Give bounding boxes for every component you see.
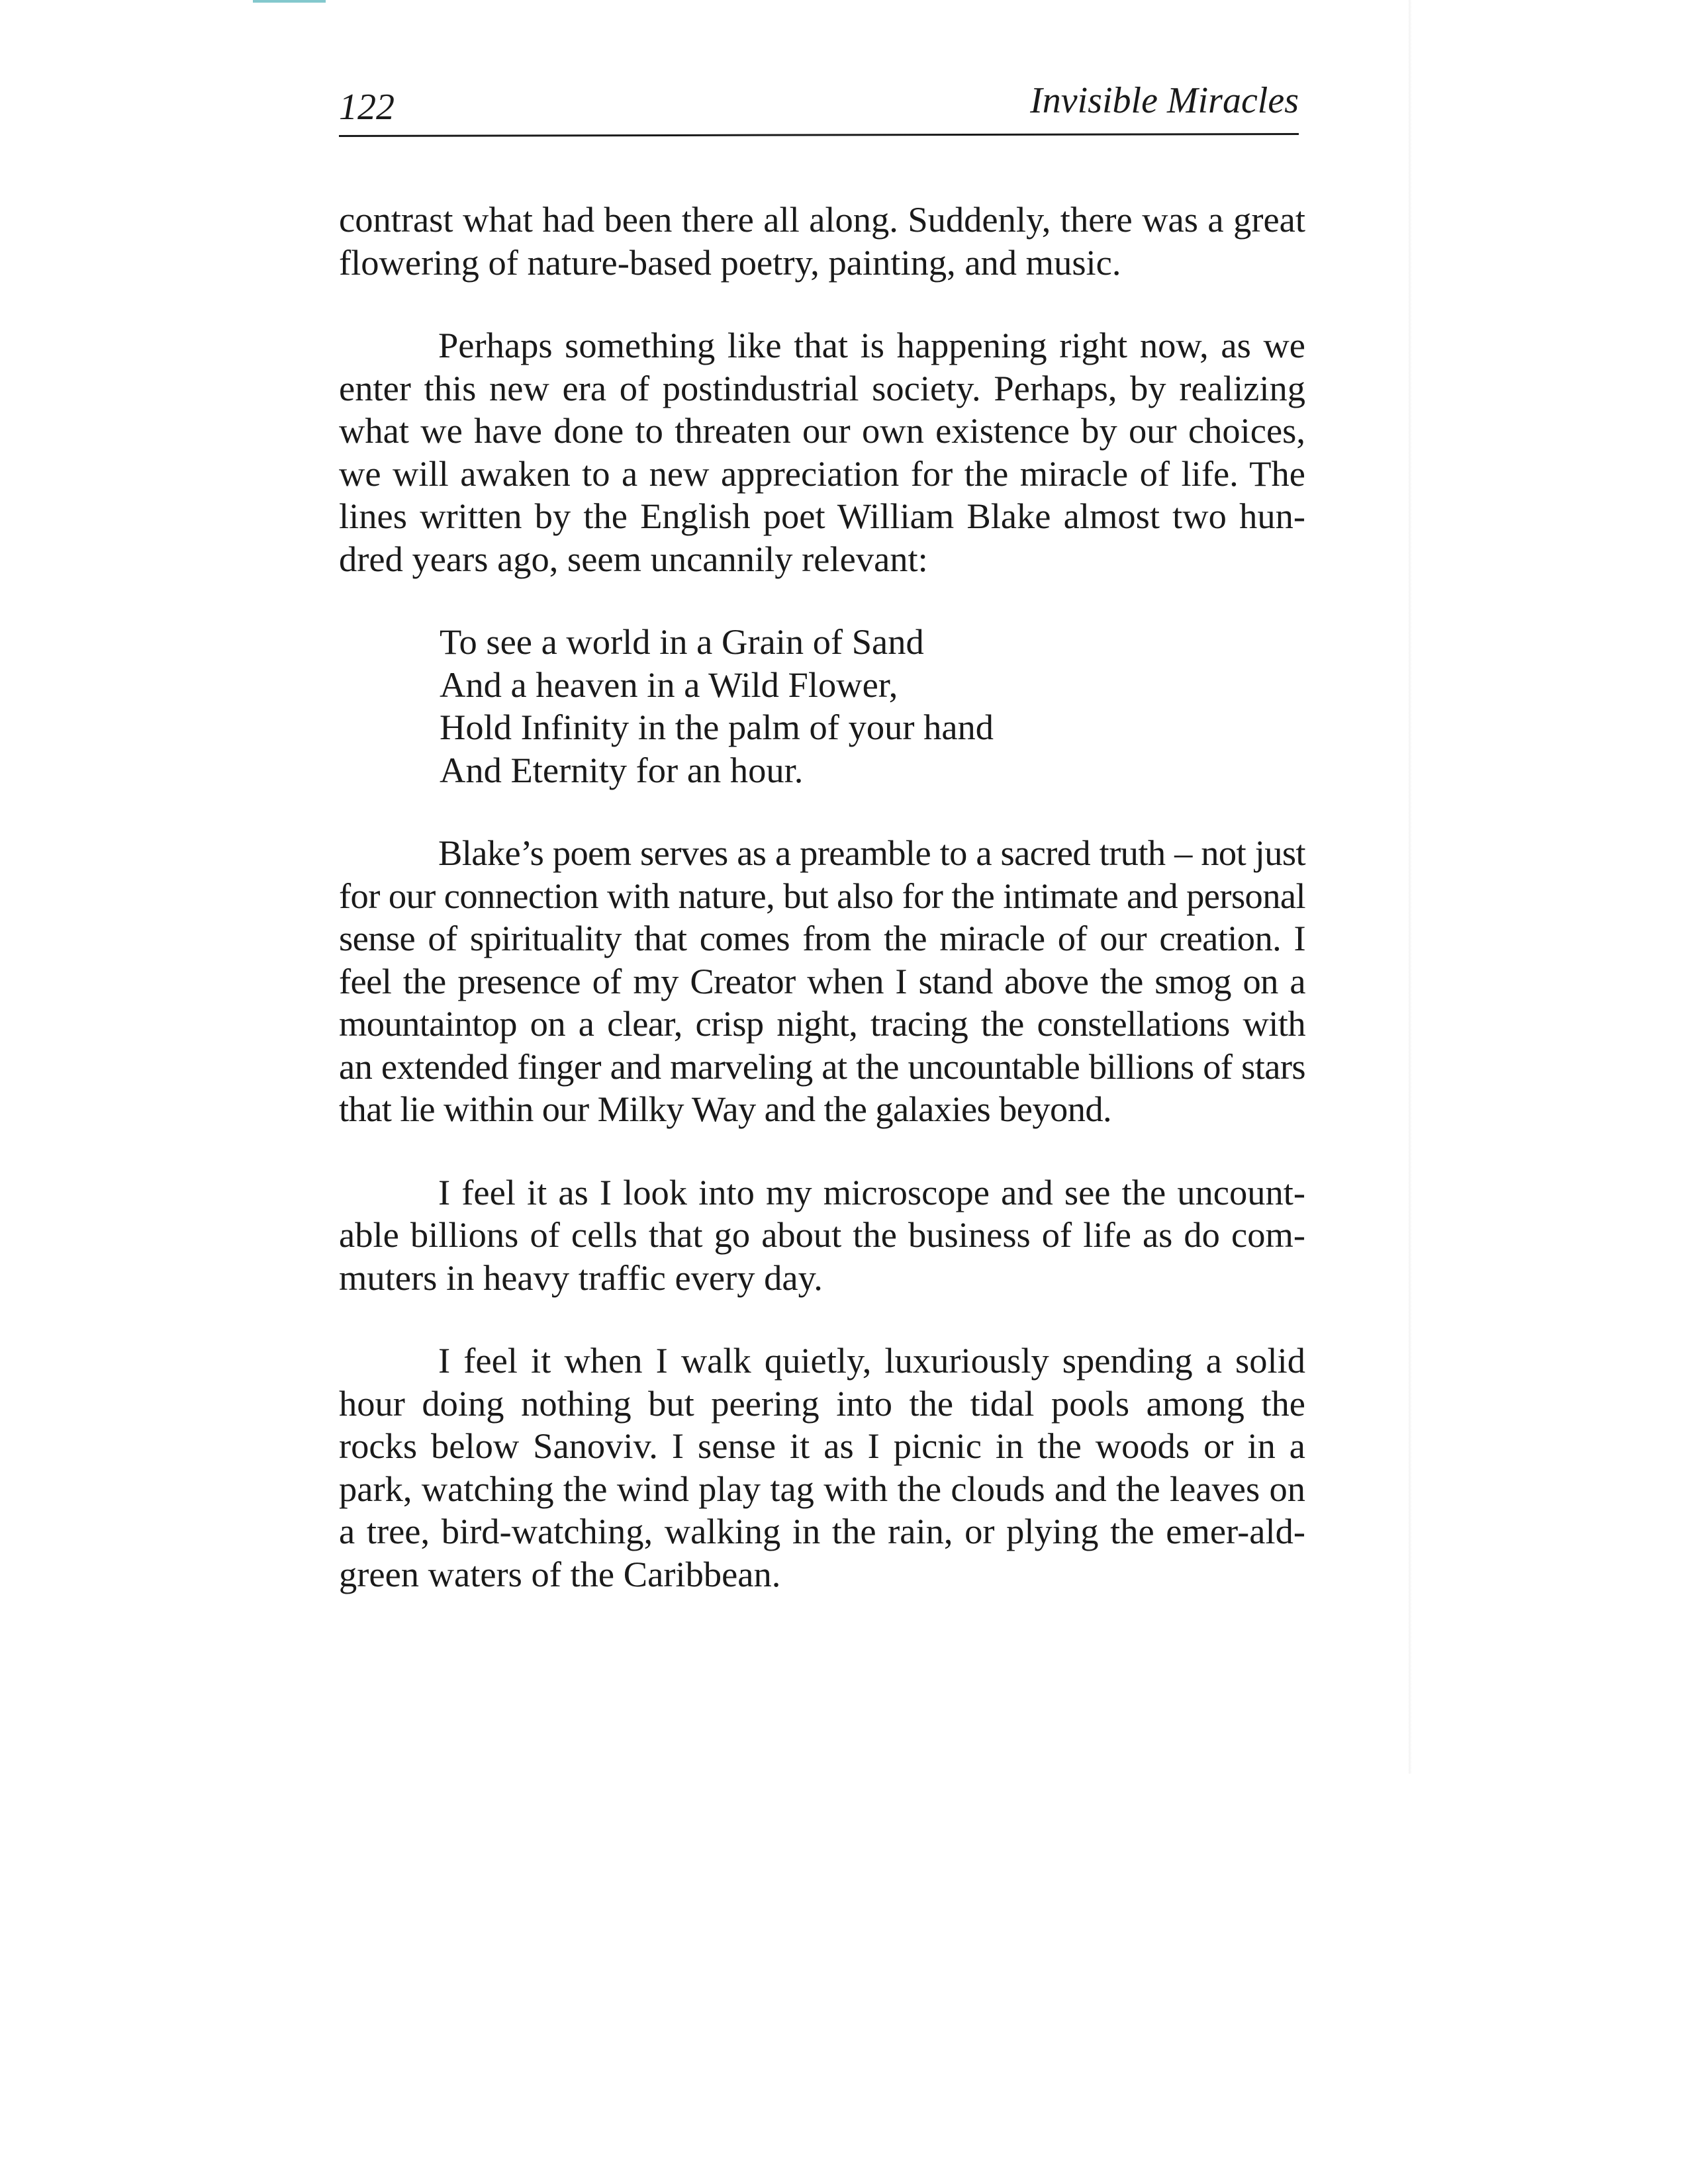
- paragraph: I feel it when I walk quietly, luxuriously spending a solid hour doing nothing but peering into the tidal pools among the rocks below Sanoviv. I sense it as I picnic in the woods or in a park, watching the wind play tag with the clouds and the leaves on a tree, bird-watching, walking in the rain, or plying the emer-ald-green waters of the Caribbean.: [339, 1340, 1305, 1594]
- header-rule: [339, 133, 1299, 137]
- running-title: Invisible Miracles: [1030, 80, 1299, 121]
- paragraph: I feel it as I look into my microscope and see the uncount-able billions of cells that go about the business of life as do com-muters in heavy traffic every day.: [339, 1171, 1305, 1298]
- body-text: [339, 199, 1305, 1636]
- paragraph-continued: contrast what had been there all along. Suddenly, there was a great flowering of nature-based poetry, painting, and music.: [339, 199, 1305, 283]
- scan-edge-mark: [253, 0, 326, 3]
- running-header: [339, 78, 1299, 138]
- verse-line: And Eternity for an hour.: [440, 749, 804, 790]
- verse-line: Hold Infinity in the palm of your hand: [440, 707, 994, 747]
- verse-line: To see a world in a Grain of Sand: [440, 621, 924, 662]
- paragraph: Blake’s poem serves as a preamble to a sacred truth – not just for our connection with nature, but also for the intimate and personal sense of spirituality that comes from the miracle of our creation. I feel the presence of my Creator when I stand above the smog on a mountaintop on a clear, crisp night, tracing the constellations with an extended finger and marveling at the uncountable billions of stars that lie within our Milky Way and the galaxies beyond.: [339, 833, 1305, 1129]
- blake-verse: [440, 621, 1305, 792]
- verse-line: And a heaven in a Wild Flower,: [440, 664, 898, 705]
- page-edge-shadow: [1409, 0, 1411, 1774]
- paragraph: Perhaps something like that is happening right now, as we enter this new era of postindustrial society. Perhaps, by realizing what we have done to threaten our own existence by our choices, we will awaken to a new appreciation for the miracle of life. The lines written by the English poet William Blake almost two hun-dred years ago, seem uncannily relevant:: [339, 325, 1305, 579]
- page-number: 122: [339, 87, 395, 128]
